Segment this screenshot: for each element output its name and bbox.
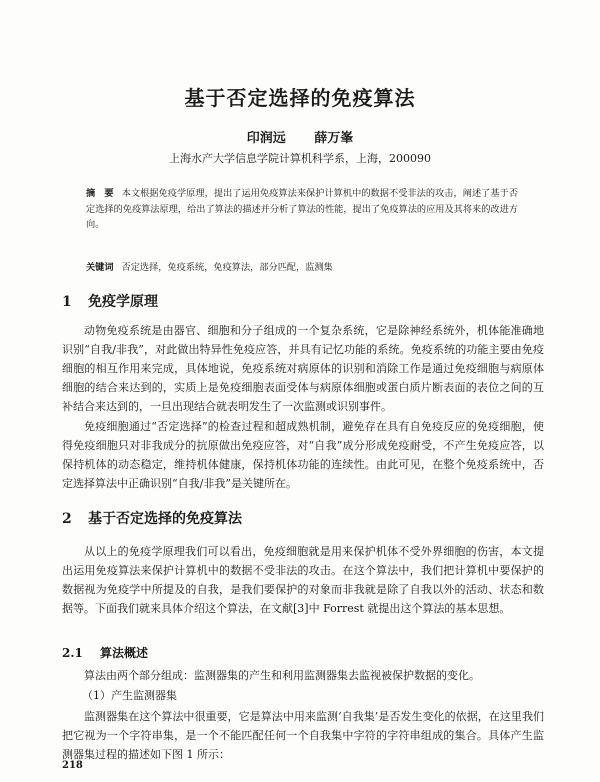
subsection-heading	[62, 644, 148, 661]
page-number: 218	[62, 760, 83, 771]
section-number: 1	[62, 294, 72, 310]
paragraph: 从以上的免疫学原理我们可以看出，免疫细胞就是用来保护机体不受外界细胞的伤害，本文提出运用免疫算法来保护计算机中的数据不受非法的攻击。在这个算法中，我们把计算机中要保护的数据视为免疫学中所提及的自我，是我们要保护的对象而非我就是除了自我以外的活动、状态和数据等。下面我们就来具体介绍这个算法，在文献[3]中 Forrest 就提出这个算法的基本思想。	[62, 545, 544, 615]
section-title: 基于否定选择的免疫算法	[88, 511, 242, 527]
paper-authors	[0, 127, 600, 146]
paragraph: 动物免疫系统是由器官、细胞和分子组成的一个复杂系统，它是除神经系统外，机体能准确地识别“自我/非我”，对此做出特异性免疫应答，并具有记忆功能的系统。免疫系统的功能主要由免疫细胞的相互作用来完成，具体地说，免疫系统对病原体的识别和消除工作是通过免疫细胞与病原体细胞的结合来达到的，实质上是免疫细胞表面受体与病原体细胞或蛋白质片断表面的表位之间的互补结合来达到的，一旦出现结合就表明发生了一次监测或识别事件。	[62, 324, 544, 413]
subsection-title: 算法概述	[100, 646, 149, 660]
author-affiliation: 上海水产大学信息学院计算机科学系，上海，200090	[169, 152, 431, 165]
author-name: 薛万峯	[314, 131, 354, 146]
abstract-text: 本文根据免疫学原理，提出了运用免疫算法来保护计算机中的数据不受非法的攻击，阐述了基于否定选择的免疫算法原理，给出了算法的描述并分析了算法的性能，提出了免疫算法的应用及其将来的改进方向。	[86, 188, 519, 230]
subsection-number: 2.1	[62, 646, 83, 660]
keywords-label: 关键词	[86, 262, 114, 273]
paragraph: 算法由两个部分组成：监测器集的产生和利用监测器集去监视被保护数据的变化。	[84, 669, 480, 682]
paper-title: 基于否定选择的免疫算法	[184, 86, 416, 110]
abstract	[86, 186, 518, 233]
section-title: 免疫学原理	[88, 294, 158, 310]
section-heading-1	[62, 291, 158, 311]
keywords-text: 否定选择，免疫系统，免疫算法，部分匹配，监测集	[121, 262, 333, 273]
abstract-label: 摘 要	[86, 188, 114, 199]
keywords	[86, 259, 518, 273]
section-heading-2	[62, 508, 242, 528]
paragraph: 监测器集在这个算法中很重要，它是算法中用来监测‘自我集’是否发生变化的依据，在这里我们把它视为一个字符串集，是一个不能匹配任何一个自我集中字符的字符串组成的集合。具体产生监测器集过程的描述如下图 1 所示：	[62, 710, 544, 761]
list-item: （1）产生监测器集	[82, 689, 177, 702]
section-number: 2	[62, 511, 72, 527]
paragraph: 免疫细胞通过“否定选择”的检查过程和超成熟机制，避免存在具有自免疫反应的免疫细胞，使得免疫细胞只对非我成分的抗原做出免疫应答，对“自我”成分形成免疫耐受，不产生免疫应答，以保持机体的动态稳定，维持机体健康，保持机体功能的连续性。由此可见，在整个免疫系统中，否定选择算法中正确识别“自我/非我”是关键所在。	[62, 420, 544, 490]
author-name: 印润远	[246, 131, 286, 146]
